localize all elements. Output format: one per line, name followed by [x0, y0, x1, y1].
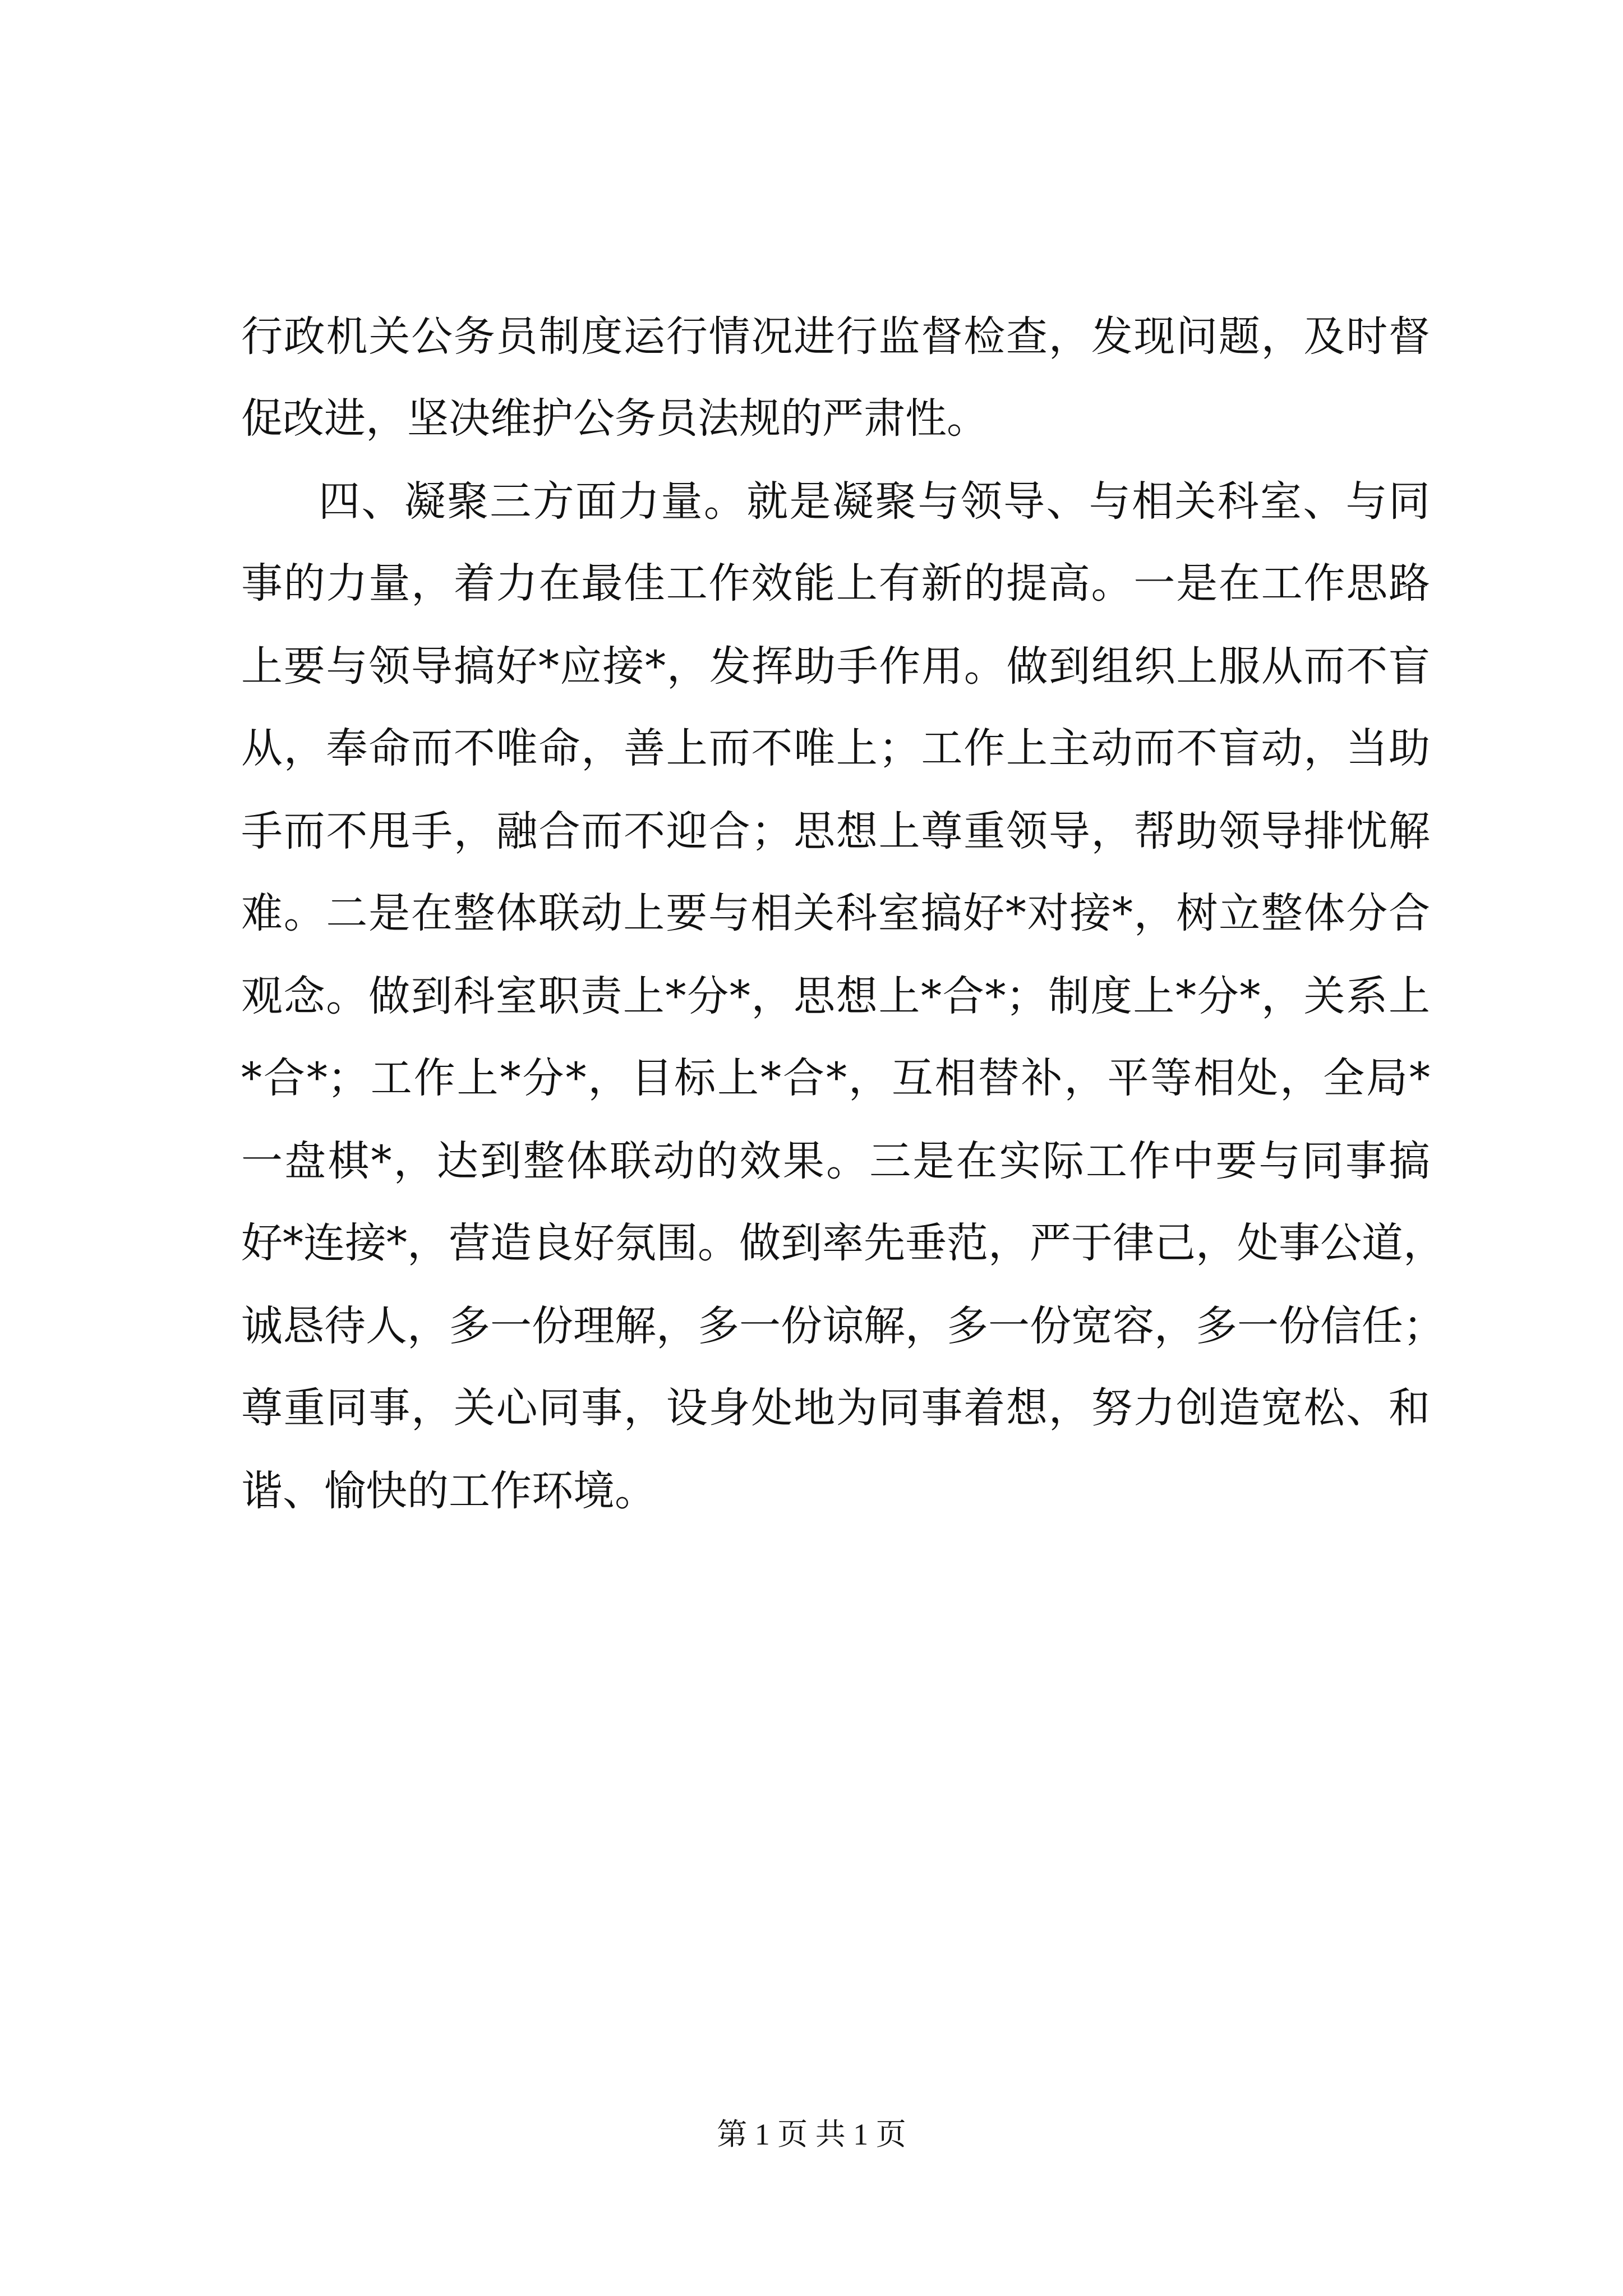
body-line-13: 诚恳待人，多一份理解，多一份谅解，多一份宽容，多一份信任；: [241, 1302, 1445, 1350]
body-line-9: 观念。做到科室职责上*分*，思想上*合*；制度上*分*，关系上: [241, 972, 1430, 1020]
page-number-footer: 第 1 页 共 1 页: [717, 2118, 906, 2151]
body-line-5: 上要与领导搞好*应接*，发挥助手作用。做到组织上服从而不盲: [241, 642, 1430, 691]
body-line-1: 行政机关公务员制度运行情况进行监督检查，发现问题，及时督: [241, 312, 1430, 361]
paragraph-heading-line: 四、凝聚三方面力量。就是凝聚与领导、与相关科室、与同: [319, 477, 1430, 526]
body-line-6: 从，奉命而不唯命，善上而不唯上；工作上主动而不盲动，当助: [241, 724, 1430, 772]
body-line-2: 促改进，坚决维护公务员法规的严肃性。: [241, 394, 988, 443]
body-line-7: 手而不甩手，融合而不迎合；思想上尊重领导，帮助领导排忧解: [241, 807, 1430, 855]
body-line-15: 谐、愉快的工作环境。: [241, 1467, 656, 1515]
body-line-8: 难。二是在整体联动上要与相关科室搞好*对接*，树立整体分合: [241, 889, 1430, 937]
body-line-12: 好*连接*，营造良好氛围。做到率先垂范，严于律己，处事公道，: [241, 1219, 1445, 1267]
body-line-11: 一盘棋*，达到整体联动的效果。三是在实际工作中要与同事搞: [241, 1137, 1430, 1185]
body-line-10: *合*；工作上*分*，目标上*合*，互相替补，平等相处，全局*: [241, 1054, 1430, 1102]
body-line-14: 尊重同事，关心同事，设身处地为同事着想，努力创造宽松、和: [241, 1384, 1430, 1432]
body-line-4: 事的力量，着力在最佳工作效能上有新的提高。一是在工作思路: [241, 559, 1430, 608]
